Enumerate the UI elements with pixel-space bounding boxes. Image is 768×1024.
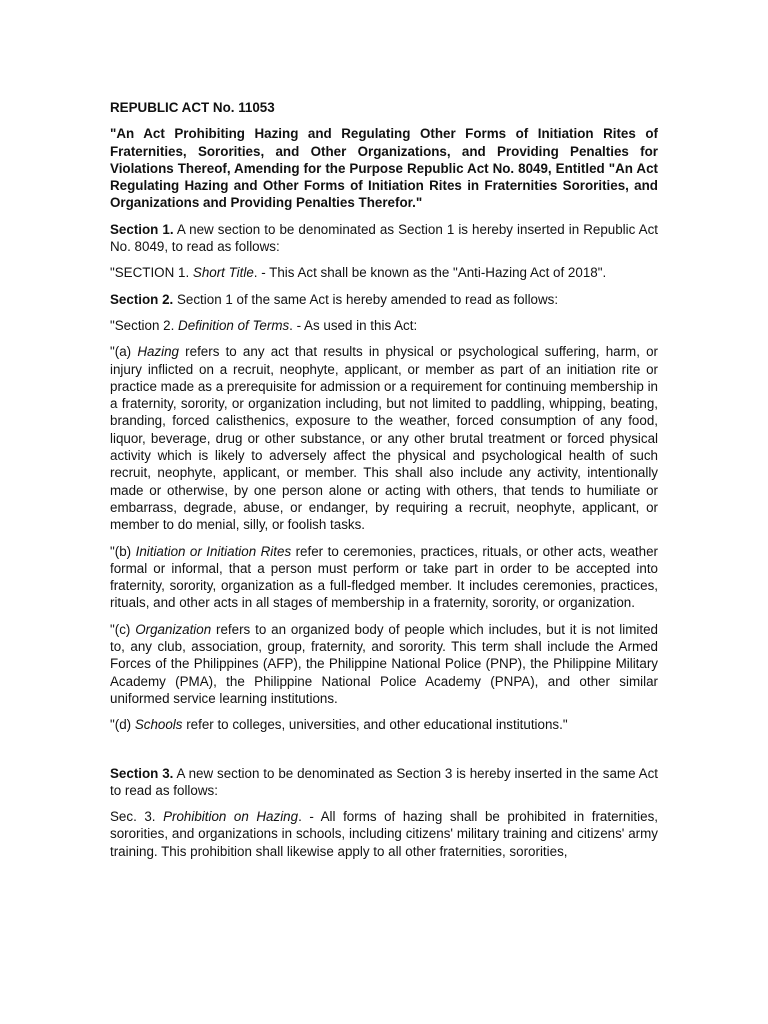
section-3-quote: Sec. 3. Prohibition on Hazing. - All forms of hazing shall be prohibited in fraternities, sororities, and organizations in schools, including citizens' military training and citizens' army training. This prohibition shall likewise apply to all other fraternities, sororities,: [110, 809, 658, 859]
act-number: REPUBLIC ACT No. 11053: [110, 100, 275, 115]
term-initiation: Initiation or Initiation Rites: [135, 543, 292, 559]
section-1: Section 1. A new section to be denominated as Section 1 is hereby inserted in Republic Act No. 8049, to read as follows:: [110, 221, 658, 255]
definition-d: "(d) Schools refer to colleges, universities, and other educational institutions.": [110, 717, 568, 733]
section-1-label: Section 1.: [110, 221, 174, 237]
definition-a: "(a) Hazing refers to any act that results in physical or psychological suffering, harm, or injury inflicted on a recruit, neophyte, applicant, or member as part of an initiation rite or practice made as a prerequisite for admission or a requirement for continuing membership in a fraternity, sorority, or organization including, but not limited to paddling, whipping, beating, branding, forced calisthenics, exposure to the weather, forced consumption of any food, liquor, beverage, drug or other substance, or any other brutal treatment or forced physical activity which is likely to adversely affect the physical and psychological health of such recruit, neophyte, applicant, or member. This shall also include any activity, intentionally made or otherwise, by one person alone or acting with others, that tends to humiliate or embarrass, degrade, abuse, or endanger, by requiring a recruit, neophyte, applicant, or member to do menial, silly, or foolish tasks.: [110, 344, 659, 533]
term-prohibition-on-hazing: Prohibition on Hazing: [163, 809, 299, 825]
section-2-label: Section 2.: [110, 291, 174, 307]
section-2-quote: "Section 2. Definition of Terms. - As used in this Act:: [110, 317, 418, 333]
definition-c: "(c) Organization refers to an organized body of people which includes, but it is not limited to, any club, association, group, fraternity, and sorority. This term shall include the Armed Forces of the Philippines (AFP), the Philippine National Police (PNP), the Philippine Military Academy (PMA), the Philippine National Police Academy (PNPA), and other similar uniformed service learning institutions.: [110, 621, 659, 706]
section-1-quote: "SECTION 1. Short Title. - This Act shall be known as the "Anti-Hazing Act of 2018".: [110, 265, 607, 281]
section-3-label: Section 3.: [110, 765, 174, 781]
paragraph-spacer: [110, 743, 658, 765]
section-2: Section 2. Section 1 of the same Act is hereby amended to read as follows:: [110, 291, 559, 307]
term-definition-of-terms: Definition of Terms: [178, 317, 290, 333]
term-hazing: Hazing: [137, 344, 179, 360]
act-title: "An Act Prohibiting Hazing and Regulating Other Forms of Initiation Rites of Fraternities, Sororities, and Other Organizations, and Providing Penalties for Violations Thereof, Amending for the Purpose Republic Act No. 8049, Entitled "An Act Regulating Hazing and Other Forms of Initiation Rites in Fraternities Sororities, and Organizations and Providing Penalties Therefor.": [110, 126, 658, 211]
definition-b: "(b) Initiation or Initiation Rites refer to ceremonies, practices, rituals, or other acts, weather formal or informal, that a person must perform or take part in order to be accepted into fraternity, sorority, organization as a full-fledged member. It includes ceremonies, practices, rituals, and other acts in all stages of membership in a fraternity, sorority, or organization.: [110, 543, 659, 611]
term-short-title: Short Title: [192, 265, 254, 281]
section-3: Section 3. A new section to be denominated as Section 3 is hereby inserted in the same Act to read as follows:: [110, 765, 658, 798]
term-schools: Schools: [134, 717, 183, 733]
term-organization: Organization: [135, 621, 212, 637]
